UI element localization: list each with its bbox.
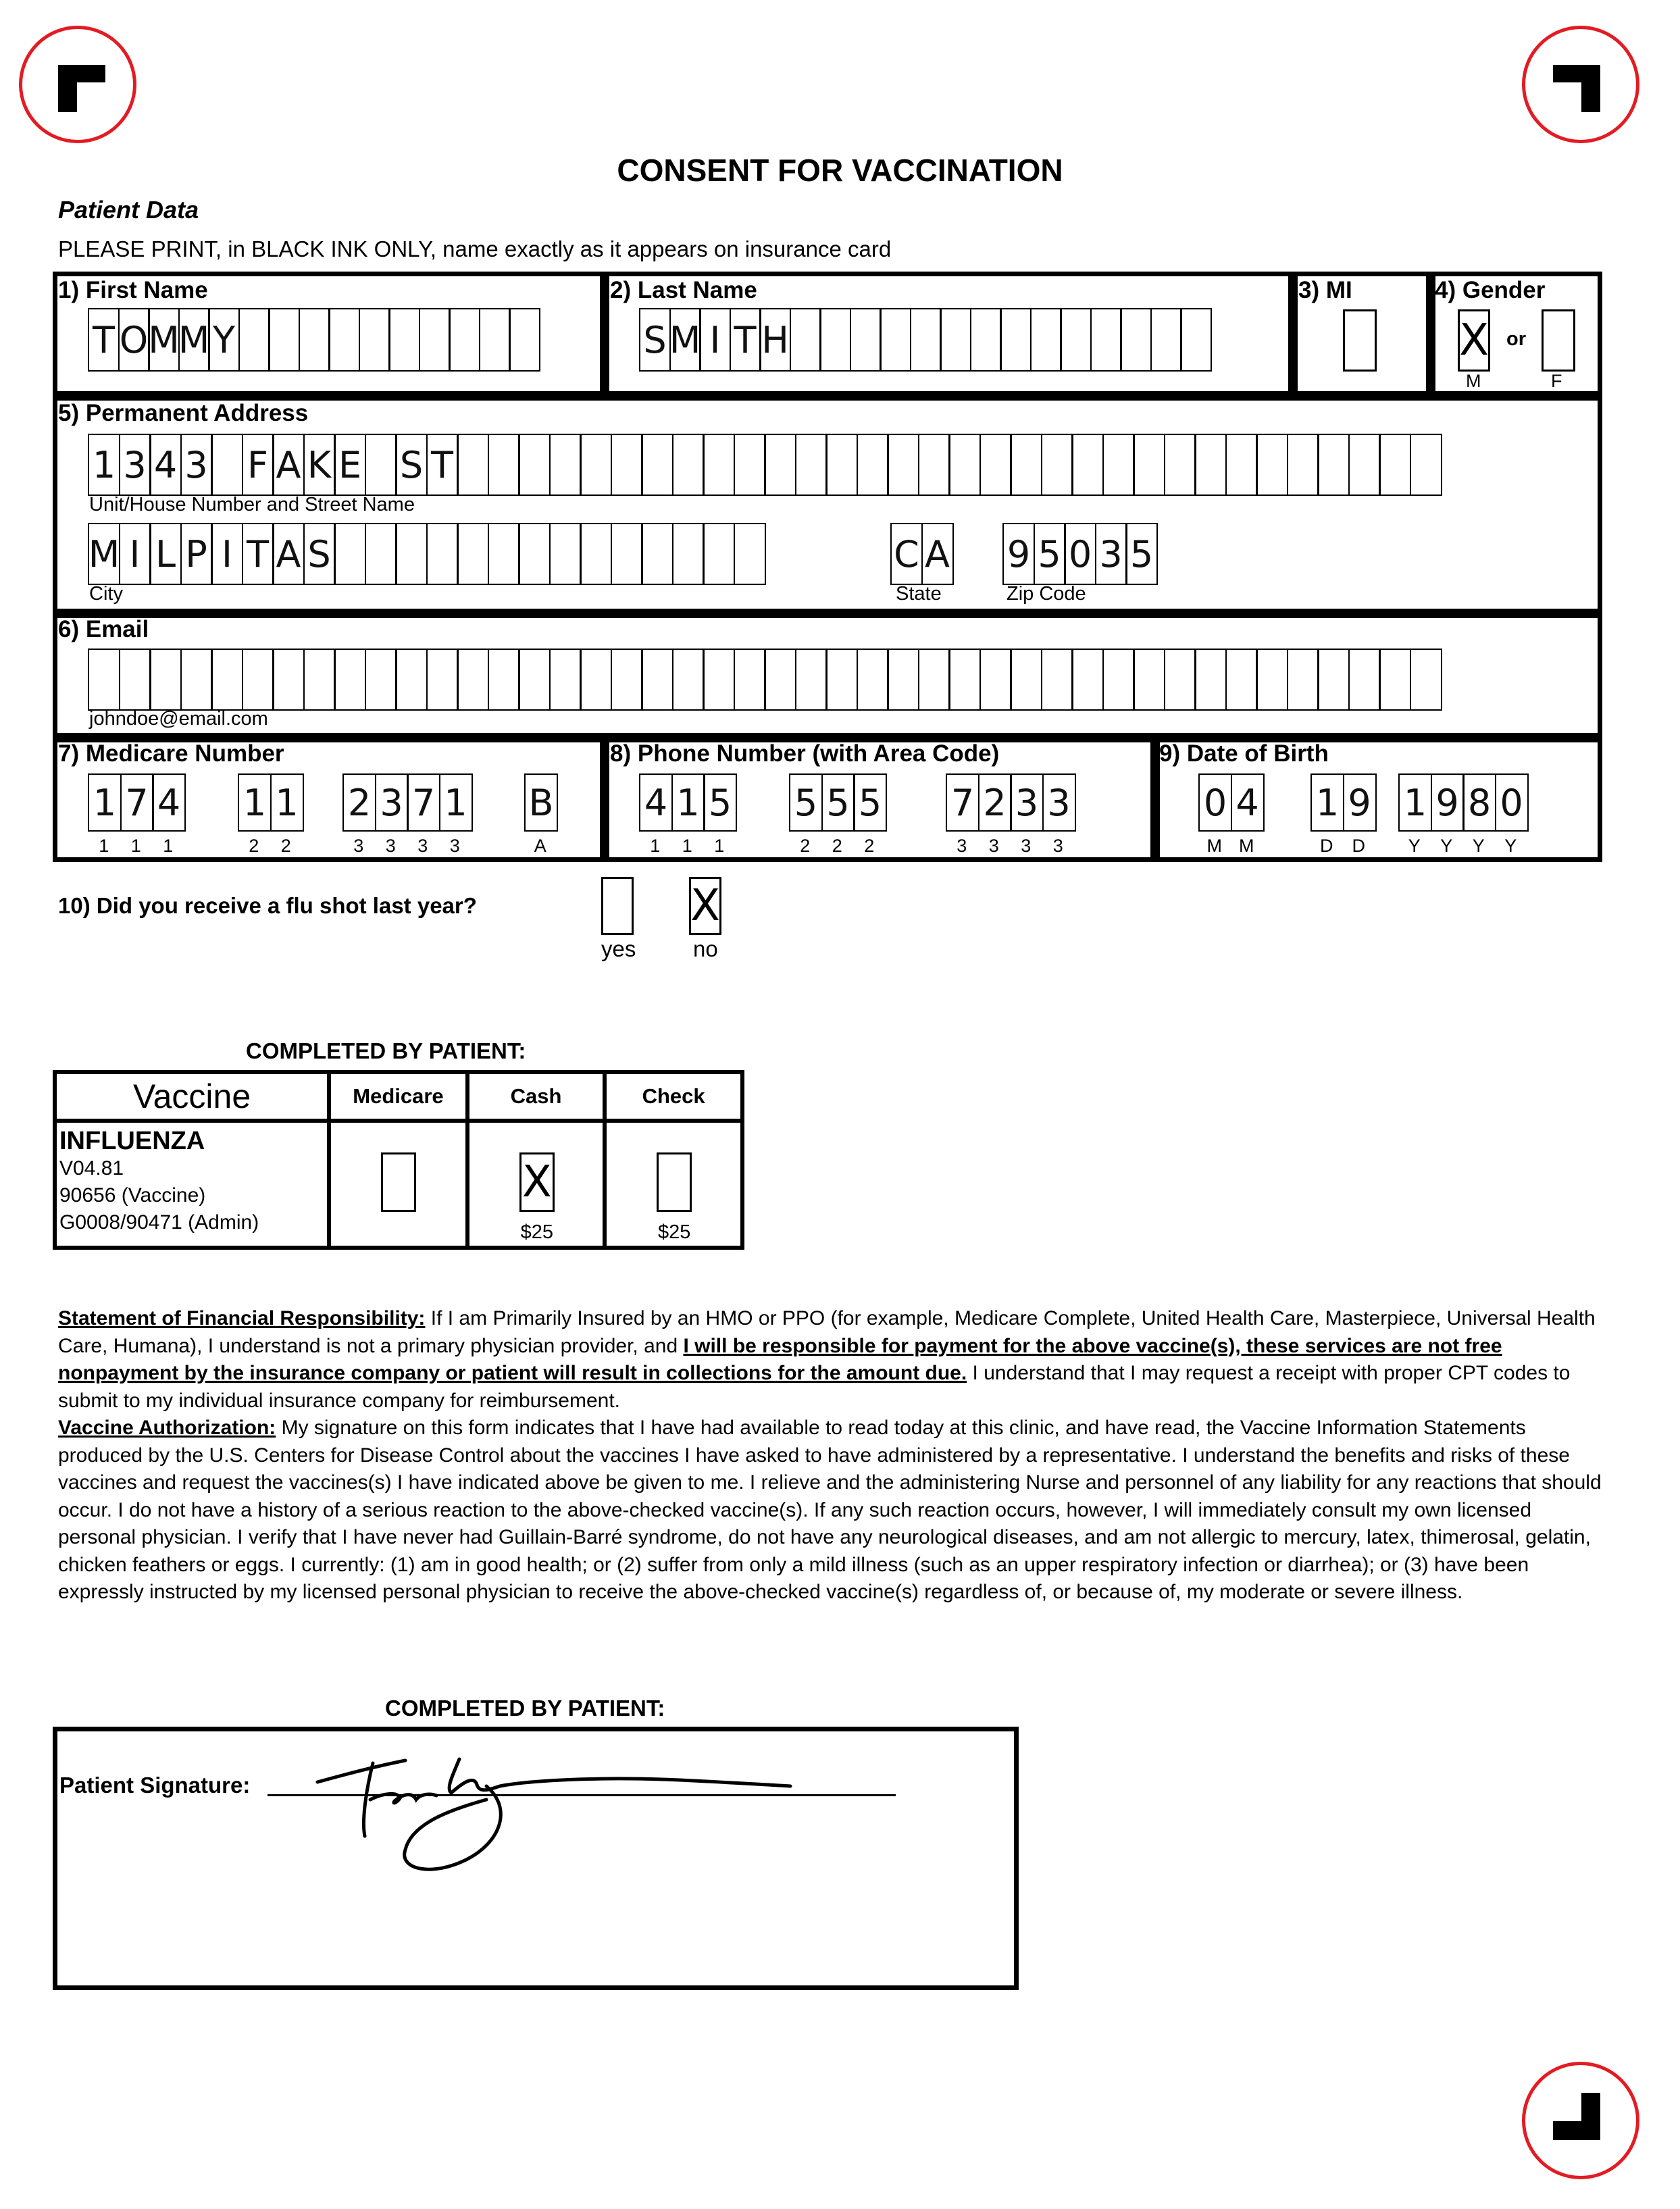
email-cell[interactable] [1379, 649, 1411, 711]
phone-cell[interactable]: 5 [853, 773, 887, 832]
medicare-cell[interactable]: 2 [342, 773, 376, 832]
first-name-field[interactable] [88, 308, 539, 372]
email-cell[interactable] [1410, 649, 1442, 711]
dob-cell[interactable]: 0 [1198, 773, 1232, 832]
zip-field[interactable] [1002, 523, 1156, 585]
medicare-label: 7) Medicare Number [58, 740, 284, 767]
last-name-cell[interactable] [1030, 308, 1062, 372]
phone-prefix[interactable] [789, 773, 886, 832]
first-name-cell[interactable] [299, 308, 330, 372]
street-cell[interactable] [734, 434, 766, 496]
digit-hint: 2 [800, 836, 811, 856]
city-cell[interactable] [611, 523, 643, 585]
state-field[interactable] [890, 523, 952, 585]
city-cell[interactable]: M [88, 523, 120, 585]
email-cell[interactable] [672, 649, 705, 711]
financial-text-1: If I am Primarily Insured by an HMO or PPO (for example, Medicare Complete, United Health Care, Masterpiece, Universal Health Care, Humana), I understand is not a primary physician provider, and [58, 1307, 1596, 1357]
email-cell[interactable] [918, 649, 950, 711]
street-cell[interactable] [457, 434, 489, 496]
email-cell[interactable] [1164, 649, 1196, 711]
city-cell[interactable] [734, 523, 766, 585]
street-cell[interactable] [703, 434, 735, 496]
medicare-group-2[interactable] [238, 773, 302, 832]
street-cell[interactable] [857, 434, 889, 496]
zip-cell[interactable]: 0 [1064, 523, 1096, 585]
last-name-cell[interactable] [1060, 308, 1092, 372]
street-cell[interactable] [488, 434, 520, 496]
zip-cell[interactable]: 3 [1095, 523, 1127, 585]
medicare-hint-4 [524, 836, 557, 857]
vaccine-code-1: V04.81 [59, 1157, 124, 1179]
phone-cell[interactable]: 3 [1042, 773, 1076, 832]
phone-label: 8) Phone Number (with Area Code) [610, 740, 1000, 767]
digit-hint: 1 [130, 836, 141, 856]
email-cell[interactable] [88, 649, 120, 711]
email-cell[interactable] [1287, 649, 1319, 711]
state-cell[interactable]: C [890, 523, 923, 585]
first-name-cell[interactable] [388, 308, 420, 372]
zip-caption: Zip Code [1007, 583, 1086, 605]
city-cell[interactable]: A [272, 523, 305, 585]
digit-hint: Y [1472, 836, 1485, 856]
last-name-cell[interactable] [1120, 308, 1152, 372]
city-cell[interactable] [518, 523, 551, 585]
email-cell[interactable] [334, 649, 366, 711]
dob-cell[interactable]: 9 [1431, 773, 1465, 832]
digit-hint: 1 [99, 836, 109, 856]
digit-hint: 3 [1052, 836, 1063, 856]
last-name-cell[interactable] [910, 308, 942, 372]
address-label: 5) Permanent Address [58, 400, 309, 426]
last-name-cell[interactable] [940, 308, 971, 372]
flu-shot-yes-checkbox[interactable] [601, 877, 634, 935]
financial-statement [58, 1305, 1612, 1415]
gender-f-caption: F [1551, 371, 1562, 391]
email-cell[interactable] [611, 649, 643, 711]
digit-hint: 3 [353, 836, 364, 856]
city-cell[interactable] [488, 523, 520, 585]
cash-column-header: Cash [467, 1072, 605, 1121]
street-cell[interactable] [825, 434, 858, 496]
city-cell[interactable] [457, 523, 489, 585]
email-cell[interactable] [1133, 649, 1165, 711]
signature-label: Patient Signature: [59, 1773, 251, 1798]
email-cell[interactable] [734, 649, 766, 711]
last-name-cell[interactable] [1180, 308, 1212, 372]
street-cell[interactable]: 3 [180, 434, 213, 496]
medicare-cell[interactable]: 1 [238, 773, 272, 832]
digit-hint: 3 [385, 836, 396, 856]
mi-label: 3) MI [1298, 277, 1352, 303]
financial-text-2: I understand that I may request a receipt with proper CPT codes to submit to my individual insurance company for reimbursement. [58, 1362, 1571, 1412]
street-cell[interactable] [887, 434, 919, 496]
phone-cell[interactable]: 5 [789, 773, 823, 832]
state-caption: State [896, 583, 942, 605]
first-name-cell[interactable] [419, 308, 451, 372]
city-field[interactable] [88, 523, 764, 585]
medicare-cell[interactable]: 3 [375, 773, 409, 832]
vaccine-table-heading: COMPLETED BY PATIENT: [246, 1038, 526, 1063]
email-cell[interactable] [1071, 649, 1104, 711]
flu-shot-yes-label: yes [601, 936, 636, 961]
email-cell[interactable] [272, 649, 305, 711]
street-cell[interactable] [764, 434, 796, 496]
first-name-cell[interactable]: Y [208, 308, 240, 372]
dob-label: 9) Date of Birth [1159, 740, 1329, 767]
flu-shot-no-label: no [693, 936, 718, 961]
street-field[interactable] [88, 434, 1440, 496]
check-column-header: Check [605, 1072, 742, 1121]
email-cell[interactable] [488, 649, 520, 711]
dob-cell[interactable]: 1 [1310, 773, 1344, 832]
phone-cell[interactable]: 4 [639, 773, 673, 832]
medicare-cell[interactable]: 1 [270, 773, 304, 832]
email-cell[interactable] [1194, 649, 1227, 711]
form-title: CONSENT FOR VACCINATION [617, 153, 1063, 188]
registration-mark-top-left [19, 26, 136, 143]
section-title: Patient Data [58, 196, 199, 224]
zip-cell[interactable]: 5 [1034, 523, 1066, 585]
digit-hint: 3 [449, 836, 460, 856]
email-cell[interactable] [795, 649, 828, 711]
phone-cell[interactable]: 1 [671, 773, 705, 832]
check-payment-checkbox[interactable] [657, 1152, 692, 1212]
email-cell[interactable] [1317, 649, 1350, 711]
email-cell[interactable] [948, 649, 981, 711]
dob-cell[interactable]: 8 [1462, 773, 1496, 832]
street-cell[interactable] [948, 434, 981, 496]
medicare-hint-3 [342, 836, 471, 857]
first-name-cell[interactable] [268, 308, 300, 372]
dob-cell[interactable]: 4 [1231, 773, 1265, 832]
street-cell[interactable]: S [395, 434, 428, 496]
medicare-cell[interactable]: B [524, 773, 558, 832]
authorization-text: My signature on this form indicates that I have had available to read today at this clinic, and have read, the Vaccine Information Statements produced by the U.S. Centers for Disease Control about the vaccines I have asked to have administered by a representative. I understand the benefits and risks of these vaccines and request the vaccines(s) I have indicated above be given to me. I relieve and the administering Nurse and personnel of any liability for any reactions that should occur. I do not have a history of a serious reaction to the above-checked vaccine(s). If any such reaction occurs, however, I will immediately consult my own licensed personal physician. I verify that I have never had Guillain-Barré syndrome, do not have any neurological diseases, and am not allergic to mercury, latex, thimerosal, gelatin, chicken feathers or eggs. I currently: (1) am in good health; or (2) suffer from only a mild illness (such as an upper respiratory infection or diarrhea); or (3) have been expressly instructed by my licensed personal physician to receive the above-checked vaccine(s) regardless of, or because of, my moderate or severe illness. [58, 1417, 1602, 1603]
mi-field[interactable] [1343, 309, 1377, 372]
last-name-cell[interactable]: T [730, 308, 761, 372]
phone-line[interactable] [946, 773, 1074, 832]
last-name-cell[interactable] [970, 308, 1002, 372]
street-cell[interactable] [365, 434, 397, 496]
first-name-cell[interactable] [359, 308, 390, 372]
street-cell[interactable] [1317, 434, 1350, 496]
street-cell[interactable]: A [272, 434, 305, 496]
dob-day[interactable] [1310, 773, 1375, 832]
last-name-cell[interactable] [1090, 308, 1122, 372]
zip-cell[interactable]: 5 [1125, 523, 1158, 585]
vaccine-authorization [58, 1415, 1612, 1606]
medicare-cell[interactable]: 7 [120, 773, 154, 832]
digit-hint: Y [1408, 836, 1421, 856]
city-cell[interactable]: P [180, 523, 213, 585]
medicare-payment-checkbox[interactable] [381, 1152, 416, 1212]
first-name-cell[interactable] [449, 308, 480, 372]
dob-month[interactable] [1198, 773, 1263, 832]
email-cell[interactable] [303, 649, 336, 711]
dob-cell[interactable]: 9 [1343, 773, 1377, 832]
digit-hint: M [1239, 836, 1254, 856]
first-name-label: 1) First Name [58, 277, 208, 303]
digit-hint: 1 [682, 836, 692, 856]
email-cell[interactable] [1348, 649, 1381, 711]
street-cell[interactable] [795, 434, 828, 496]
digit-hint: 2 [832, 836, 842, 856]
city-cell[interactable] [580, 523, 612, 585]
email-cell[interactable] [1225, 649, 1258, 711]
medicare-cell[interactable]: 1 [88, 773, 122, 832]
first-name-cell[interactable]: M [148, 308, 180, 372]
email-label: 6) Email [58, 616, 149, 642]
street-cell[interactable] [1194, 434, 1227, 496]
street-cell[interactable] [672, 434, 705, 496]
street-cell[interactable]: 4 [149, 434, 182, 496]
financial-bold-text: I will be responsible for payment for the above vaccine(s), these services are not free nonpayment by the insurance company or patient will result in collections for the amount due. [58, 1334, 1502, 1384]
digit-hint: 3 [1021, 836, 1032, 856]
cash-payment-checkbox[interactable]: X [519, 1152, 555, 1212]
check-price: $25 [657, 1221, 691, 1243]
last-name-cell[interactable]: S [639, 308, 671, 372]
street-cell[interactable] [1256, 434, 1288, 496]
last-name-cell[interactable] [819, 308, 851, 372]
email-cell[interactable] [764, 649, 796, 711]
street-cell[interactable]: F [242, 434, 274, 496]
street-cell[interactable] [1102, 434, 1135, 496]
gender-m-checkbox[interactable]: X [1458, 309, 1490, 372]
phone-cell[interactable]: 2 [978, 773, 1012, 832]
medicare-hint-2 [238, 836, 302, 857]
email-cell[interactable] [180, 649, 213, 711]
street-cell[interactable] [918, 434, 950, 496]
signature-heading: COMPLETED BY PATIENT: [385, 1696, 665, 1721]
first-name-cell[interactable] [328, 308, 360, 372]
phone-cell[interactable]: 3 [1010, 773, 1044, 832]
street-caption: Unit/House Number and Street Name [89, 494, 415, 515]
zip-cell[interactable]: 9 [1002, 523, 1035, 585]
city-cell[interactable] [703, 523, 735, 585]
street-cell[interactable] [1133, 434, 1165, 496]
street-cell[interactable] [549, 434, 582, 496]
phone-hint-2 [789, 836, 886, 857]
email-cell[interactable] [580, 649, 612, 711]
medicare-column-header: Medicare [329, 1072, 467, 1121]
medicare-group-4[interactable] [524, 773, 557, 832]
phone-hint-1 [639, 836, 736, 857]
digit-hint: 2 [864, 836, 875, 856]
first-name-cell[interactable]: T [88, 308, 120, 372]
email-cell[interactable] [641, 649, 673, 711]
street-cell[interactable] [1164, 434, 1196, 496]
street-cell[interactable] [580, 434, 612, 496]
medicare-cell[interactable]: 1 [439, 773, 473, 832]
first-name-cell[interactable] [509, 308, 540, 372]
phone-cell[interactable]: 7 [946, 773, 979, 832]
financial-heading: Statement of Financial Responsibility: [58, 1307, 426, 1329]
city-cell[interactable]: S [303, 523, 336, 585]
email-cell[interactable] [1010, 649, 1042, 711]
email-cell[interactable] [149, 649, 182, 711]
last-name-cell[interactable]: M [669, 308, 701, 372]
phone-cell[interactable]: 5 [703, 773, 737, 832]
medicare-cell[interactable]: 4 [152, 773, 186, 832]
email-cell[interactable] [457, 649, 489, 711]
dob-cell[interactable]: 1 [1398, 773, 1432, 832]
email-cell[interactable] [1041, 649, 1073, 711]
first-name-cell[interactable] [479, 308, 511, 372]
email-cell[interactable] [979, 649, 1012, 711]
medicare-group-3[interactable] [342, 773, 471, 832]
instructions: PLEASE PRINT, in BLACK INK ONLY, name exactly as it appears on insurance card [58, 236, 892, 261]
email-cell[interactable] [426, 649, 459, 711]
street-cell[interactable]: K [303, 434, 336, 496]
city-cell[interactable] [426, 523, 459, 585]
last-name-label: 2) Last Name [610, 277, 757, 303]
street-cell[interactable] [1410, 434, 1442, 496]
street-cell[interactable] [518, 434, 551, 496]
vaccine-code-3: G0008/90471 (Admin) [59, 1211, 259, 1234]
street-cell[interactable] [1379, 434, 1411, 496]
street-cell[interactable]: E [334, 434, 366, 496]
street-cell[interactable] [1041, 434, 1073, 496]
city-cell[interactable] [395, 523, 428, 585]
street-cell[interactable]: T [426, 434, 459, 496]
street-cell[interactable] [641, 434, 673, 496]
email-cell[interactable] [857, 649, 889, 711]
registration-mark-bottom-right [1522, 2062, 1639, 2179]
authorization-heading: Vaccine Authorization: [58, 1417, 276, 1439]
email-caption: johndoe@email.com [89, 708, 268, 730]
city-cell[interactable]: L [149, 523, 182, 585]
phone-hint-3 [946, 836, 1074, 857]
first-name-cell[interactable] [238, 308, 270, 372]
vaccine-name: INFLUENZA [59, 1127, 205, 1155]
first-name-cell[interactable]: M [178, 308, 210, 372]
digit-hint: D [1320, 836, 1333, 856]
digit-hint: 3 [957, 836, 967, 856]
email-field[interactable] [88, 649, 1440, 711]
last-name-cell[interactable]: I [699, 308, 731, 372]
digit-hint: A [534, 836, 546, 856]
last-name-cell[interactable] [850, 308, 882, 372]
state-cell[interactable]: A [921, 523, 954, 585]
dob-cell[interactable]: 0 [1495, 773, 1529, 832]
digit-hint: Y [1440, 836, 1453, 856]
digit-hint: 2 [280, 836, 291, 856]
dob-hint-day [1310, 836, 1375, 857]
gender-m-caption: M [1466, 371, 1481, 391]
street-cell[interactable] [1010, 434, 1042, 496]
email-cell[interactable] [549, 649, 582, 711]
city-cell[interactable] [365, 523, 397, 585]
flu-shot-question: 10) Did you receive a flu shot last year? [58, 893, 477, 918]
city-cell[interactable] [334, 523, 366, 585]
phone-area-code[interactable] [639, 773, 736, 832]
digit-hint: 1 [163, 836, 174, 856]
street-cell[interactable]: 1 [88, 434, 120, 496]
medicare-hint-1 [88, 836, 184, 857]
street-cell[interactable] [979, 434, 1012, 496]
digit-hint: M [1206, 836, 1222, 856]
email-cell[interactable] [703, 649, 735, 711]
dob-hint-year [1398, 836, 1527, 857]
email-cell[interactable] [887, 649, 919, 711]
vaccine-table [53, 1070, 744, 1250]
street-cell[interactable] [1071, 434, 1104, 496]
gender-label: 4) Gender [1435, 277, 1546, 303]
medicare-cell[interactable]: 7 [407, 773, 440, 832]
cash-price: $25 [520, 1221, 553, 1243]
last-name-cell[interactable]: H [759, 308, 791, 372]
city-cell[interactable] [641, 523, 673, 585]
digit-hint: 1 [650, 836, 661, 856]
digit-hint: Y [1504, 836, 1517, 856]
last-name-cell[interactable] [1150, 308, 1182, 372]
gender-f-checkbox[interactable] [1542, 309, 1575, 372]
last-name-cell[interactable] [880, 308, 911, 372]
street-cell[interactable] [611, 434, 643, 496]
email-cell[interactable] [119, 649, 151, 711]
email-cell[interactable] [211, 649, 243, 711]
city-cell[interactable] [549, 523, 582, 585]
dob-year[interactable] [1398, 773, 1527, 832]
email-cell[interactable] [365, 649, 397, 711]
first-name-cell[interactable]: O [118, 308, 150, 372]
city-cell[interactable] [672, 523, 705, 585]
last-name-cell[interactable] [1000, 308, 1032, 372]
city-cell[interactable]: T [242, 523, 274, 585]
digit-hint: 3 [988, 836, 999, 856]
last-name-field[interactable] [639, 308, 1211, 372]
dob-hint-month [1198, 836, 1263, 857]
registration-mark-top-right [1522, 26, 1639, 143]
street-cell[interactable] [1348, 434, 1381, 496]
digit-hint: 3 [417, 836, 428, 856]
vaccine-column-header: Vaccine [55, 1072, 329, 1121]
email-cell[interactable] [1256, 649, 1288, 711]
street-cell[interactable]: 3 [119, 434, 151, 496]
email-cell[interactable] [1102, 649, 1135, 711]
street-cell[interactable] [1287, 434, 1319, 496]
last-name-cell[interactable] [790, 308, 821, 372]
city-cell[interactable]: I [119, 523, 151, 585]
medicare-group-1[interactable] [88, 773, 184, 832]
digit-hint: 2 [249, 836, 259, 856]
digit-hint: 1 [714, 836, 725, 856]
email-cell[interactable] [825, 649, 858, 711]
patient-signature[interactable] [297, 1735, 811, 1897]
email-cell[interactable] [395, 649, 428, 711]
flu-shot-no-checkbox[interactable]: X [689, 877, 721, 935]
email-cell[interactable] [242, 649, 274, 711]
digit-hint: D [1352, 836, 1365, 856]
email-cell[interactable] [518, 649, 551, 711]
city-cell[interactable]: I [211, 523, 243, 585]
street-cell[interactable] [211, 434, 243, 496]
phone-cell[interactable]: 5 [821, 773, 855, 832]
city-caption: City [89, 583, 123, 605]
street-cell[interactable] [1225, 434, 1258, 496]
gender-or-text: or [1506, 328, 1526, 350]
vaccine-code-2: 90656 (Vaccine) [59, 1184, 206, 1207]
